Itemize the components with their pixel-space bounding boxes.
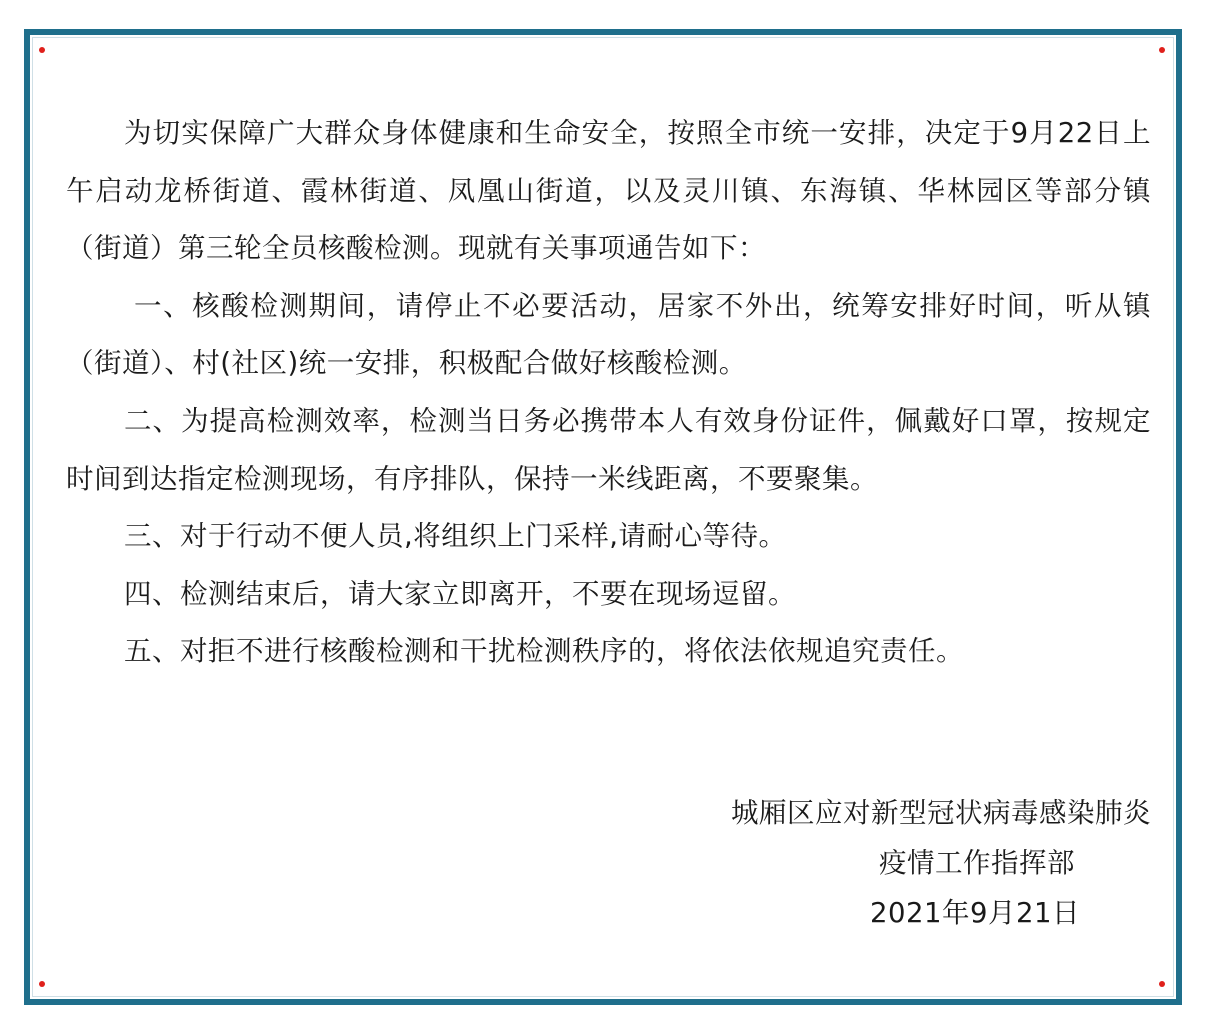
item-five-paragraph: 五、对拒不进行核酸检测和干扰检测秩序的，将依法依规追究责任。 [124,635,964,668]
signature-org-line2: 疫情工作指挥部 [879,847,1075,879]
notice-body [66,105,1151,681]
intro-paragraph: 为切实保障广大群众身体健康和生命安全，按照全市统一安排，决定于9月22日上午启动龙桥街道、霞林街道、凤凰山街道，以及灵川镇、东海镇、华林园区等部分镇（街道）第三轮全员核酸检测。现就有关事项通告如下： [66,117,1151,265]
signature-date: 2021年9月21日 [870,897,1080,929]
item-one-paragraph: 一、核酸检测期间，请停止不必要活动，居家不外出，统筹安排好时间，听从镇（街道）、村(社区)统一安排，积极配合做好核酸检测。 [66,289,1151,380]
item-two-paragraph: 二、为提高检测效率，检测当日务必携带本人有效身份证件，佩戴好口罩，按规定时间到达指定检测现场，有序排队，保持一米线距离，不要聚集。 [66,404,1151,495]
corner-dot-bottom-left [39,981,45,987]
corner-dot-bottom-right [1159,981,1165,987]
corner-dot-top-right [1159,47,1165,53]
item-four-paragraph: 四、检测结束后，请大家立即离开，不要在现场逗留。 [124,577,796,610]
item-three-paragraph: 三、对于行动不便人员,将组织上门采样,请耐心等待。 [124,520,787,553]
signature-org-line1: 城厢区应对新型冠状病毒感染肺炎 [731,797,1151,829]
notice-frame [24,29,1182,1005]
corner-dot-top-left [39,47,45,53]
